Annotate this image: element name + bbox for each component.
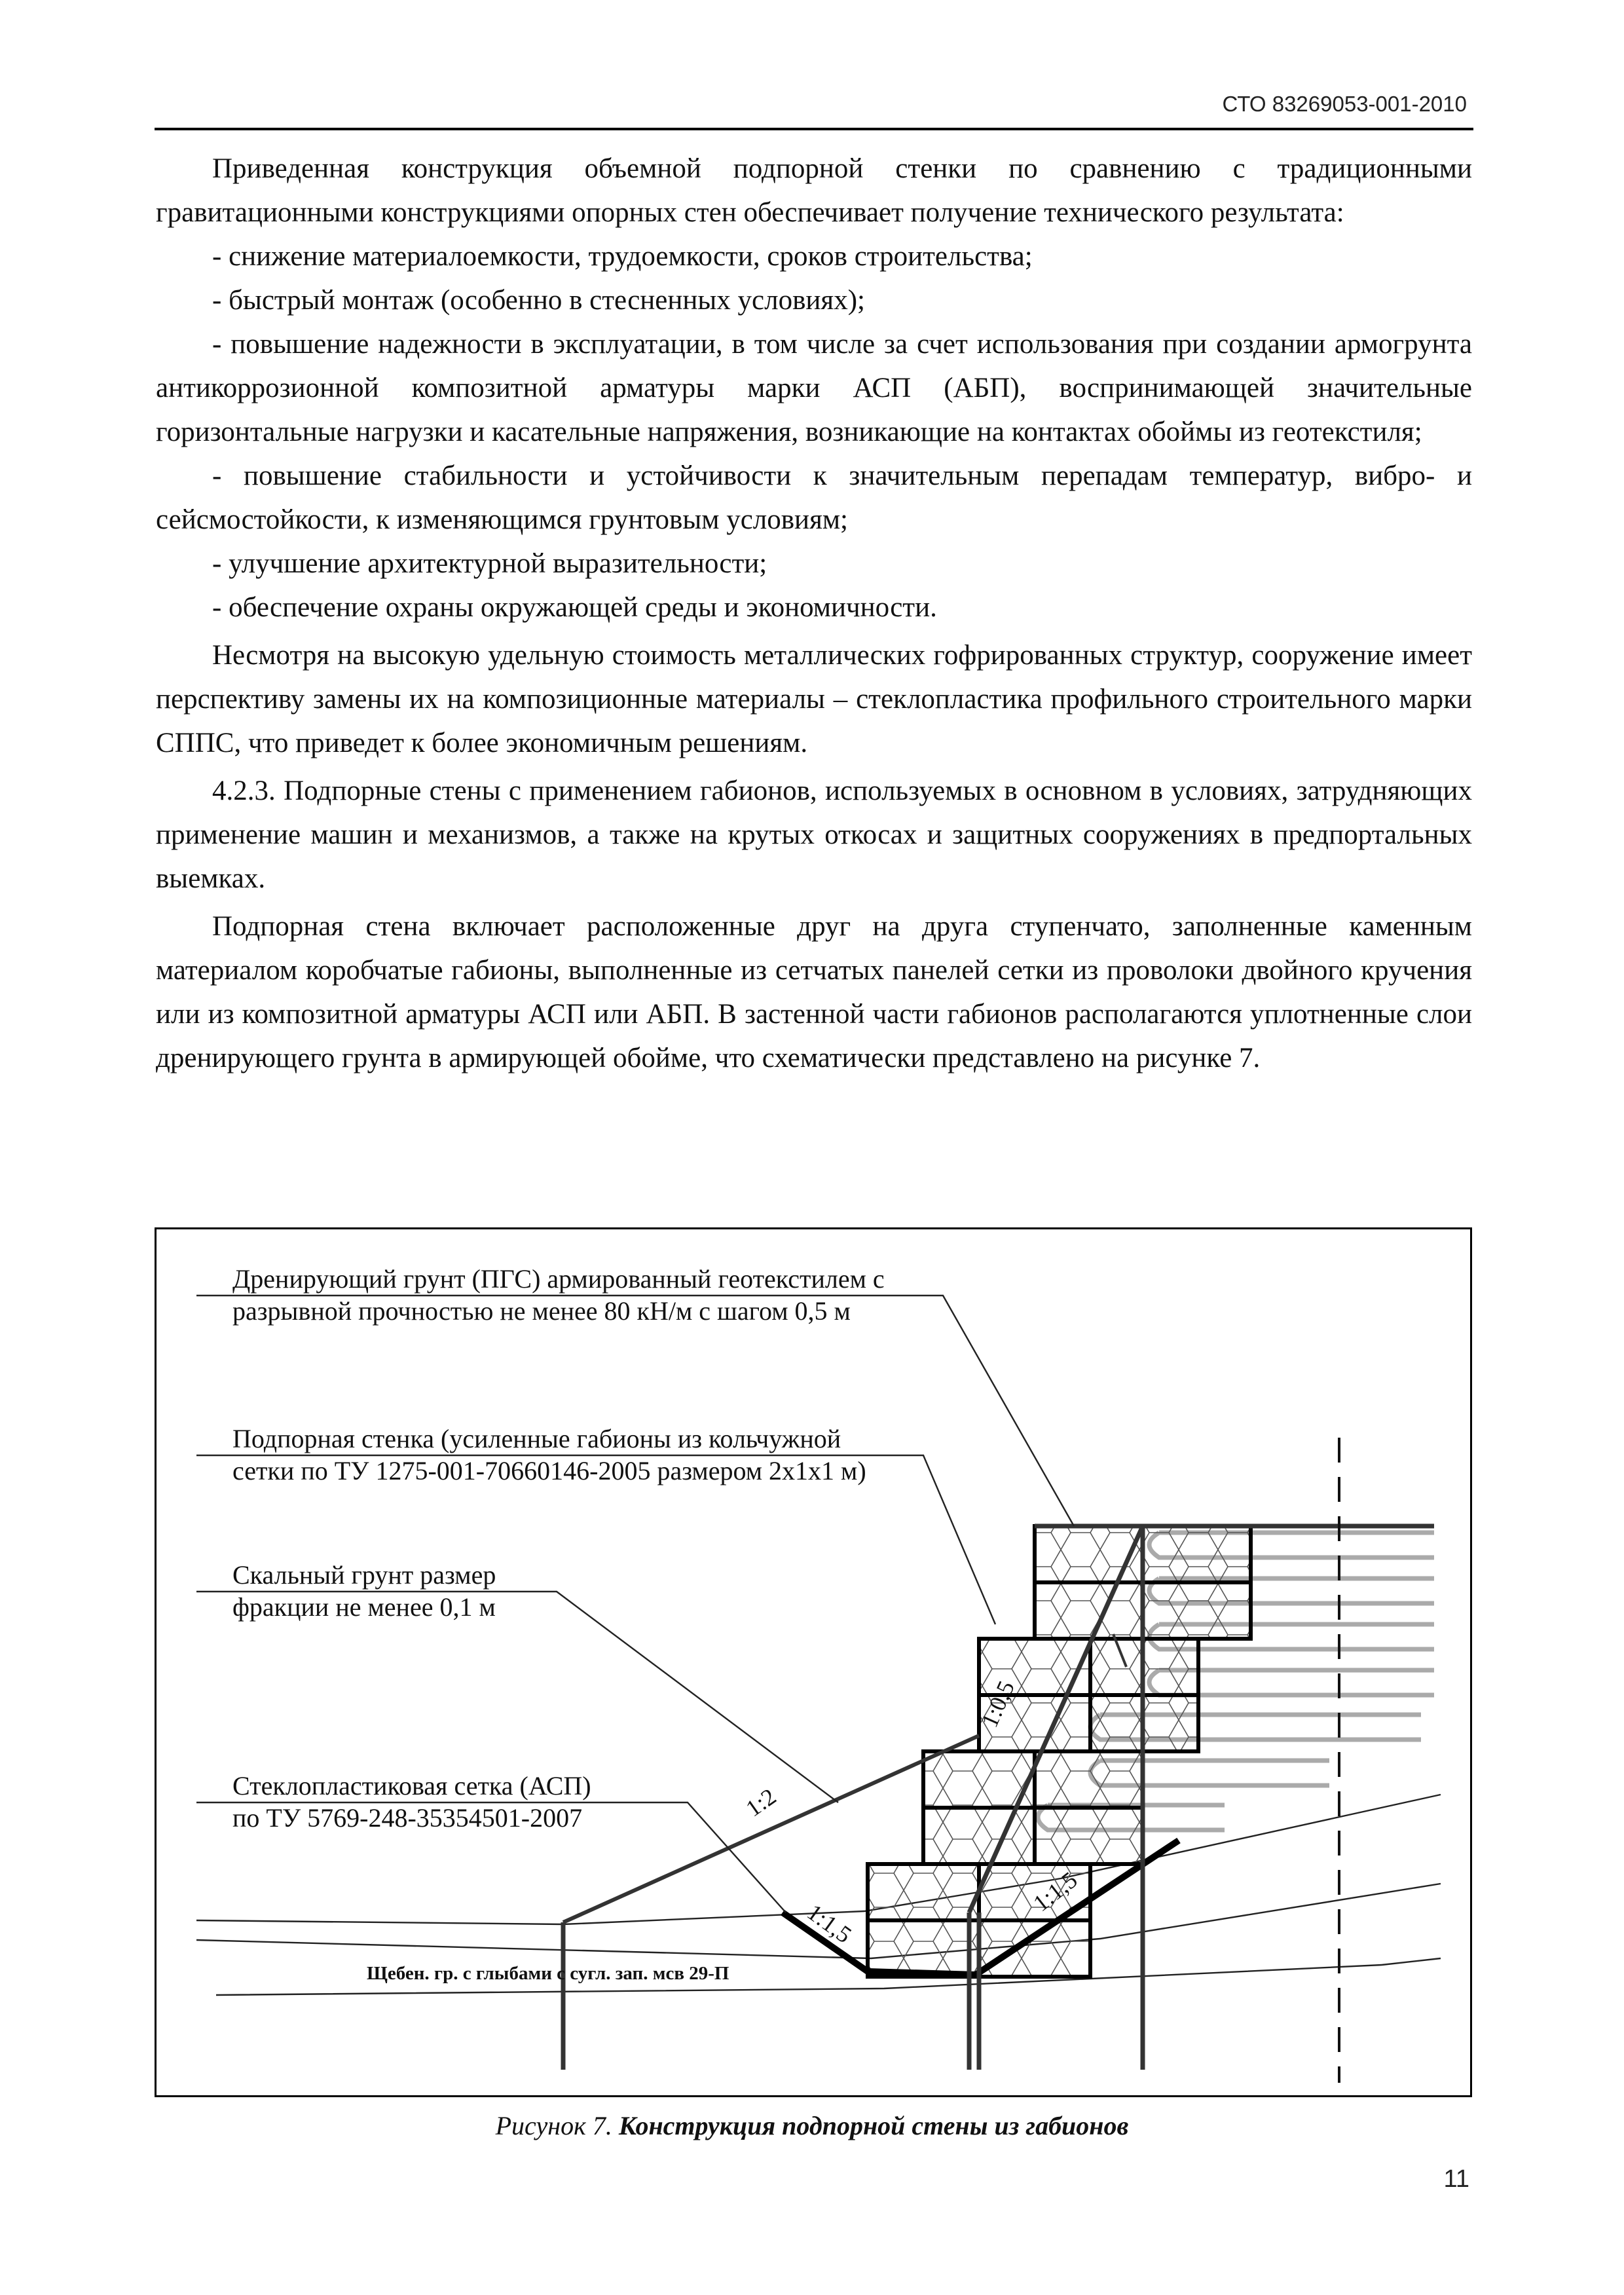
list-item: - обеспечение охраны окружающей среды и экономичности. <box>212 592 937 623</box>
document-code: СТО 83269053-001-2010 <box>1222 92 1467 116</box>
list-item: - быстрый монтаж (особенно в стесненных условиях); <box>212 285 865 316</box>
figure-caption <box>0 2110 1624 2141</box>
label-wall-line1: Подпорная стенка (усиленные габионы из кольчужной <box>232 1424 841 1453</box>
label-mesh-line2: по ТУ 5769-248-35354501-2007 <box>232 1803 583 1833</box>
paragraph: Подпорная стена включает расположенные друг на друга ступенчато, заполненные каменным материалом коробчатые габионы, выполненные из сетчатых панелей сетки из проволоки двойного кручения или из композитной арматуры АСП или АБП. В застенной части габионов располагаются уплотненные слои дренирующего грунта в армирующей обойме, что схематически представлено на рисунке 7. <box>156 911 1472 1073</box>
paragraph: Приведенная конструкция объемной подпорной стенки по сравнению с традиционными гравитационными конструкциями опорных стен обеспечивает получение технического результата: <box>156 153 1472 228</box>
slope-label-1-1-5-left: 1:1,5 <box>802 1899 857 1949</box>
caption-title: Конструкция подпорной стены из габионов <box>618 2111 1129 2140</box>
list-item: - повышение надежности в эксплуатации, в том числе за счет использования при создании армогрунта антикоррозионной композитной арматуры марки АСП (АБП), воспринимающей значительные горизонтальные нагрузки и касательные напряжения, возникающие на контактах обоймы из геотекстиля; <box>156 329 1472 447</box>
label-drain-line1: Дренирующий грунт (ПГС) армированный геотекстилем с <box>232 1264 885 1294</box>
label-rock-line2: фракции не менее 0,1 м <box>232 1592 496 1622</box>
page-number: 11 <box>1443 2165 1469 2193</box>
label-mesh-line1: Стеклопластиковая сетка (АСП) <box>232 1771 591 1801</box>
list-item: - снижение материалоемкости, трудоемкости, сроков строительства; <box>212 241 1033 272</box>
paragraph: Несмотря на высокую удельную стоимость металлических гофрированных структур, сооружение имеет перспективу замены их на композиционные материалы – стеклопластика профильного строительного марки СППС, что приведет к более экономичным решениям. <box>156 640 1472 758</box>
list-item: - улучшение архитектурной выразительности; <box>212 548 767 579</box>
paragraph: 4.2.3. Подпорные стены с применением габионов, используемых в основном в условиях, затрудняющих применение машин и механизмов, а также на крутых откосах и защитных сооружениях в предпортальных выемках. <box>156 775 1472 894</box>
gabion-boxes <box>868 1526 1251 1977</box>
slope-label-1-0-5: 1:0,5 <box>976 1677 1020 1732</box>
slope-label-1-2: 1:2 <box>741 1783 781 1822</box>
caption-prefix: Рисунок 7. <box>495 2111 612 2140</box>
label-wall-line2: сетки по ТУ 1275-001-70660146-2005 размером 2х1х1 м) <box>232 1456 866 1485</box>
label-gravel: Щебен. гр. с глыбами с сугл. зап. мсв 29-П <box>367 1963 729 1984</box>
slope-label-1-1-5-right: 1:1,5 <box>1028 1866 1082 1917</box>
list-item: - повышение стабильности и устойчивости к значительным перепадам температур, вибро- и сейсмостойкости, к изменяющимся грунтовым условиям; <box>156 460 1472 535</box>
label-rock-line1: Скальный грунт размер <box>232 1560 496 1590</box>
label-drain-line2: разрывной прочностью не менее 80 кН/м с шагом 0,5 м <box>232 1296 851 1326</box>
